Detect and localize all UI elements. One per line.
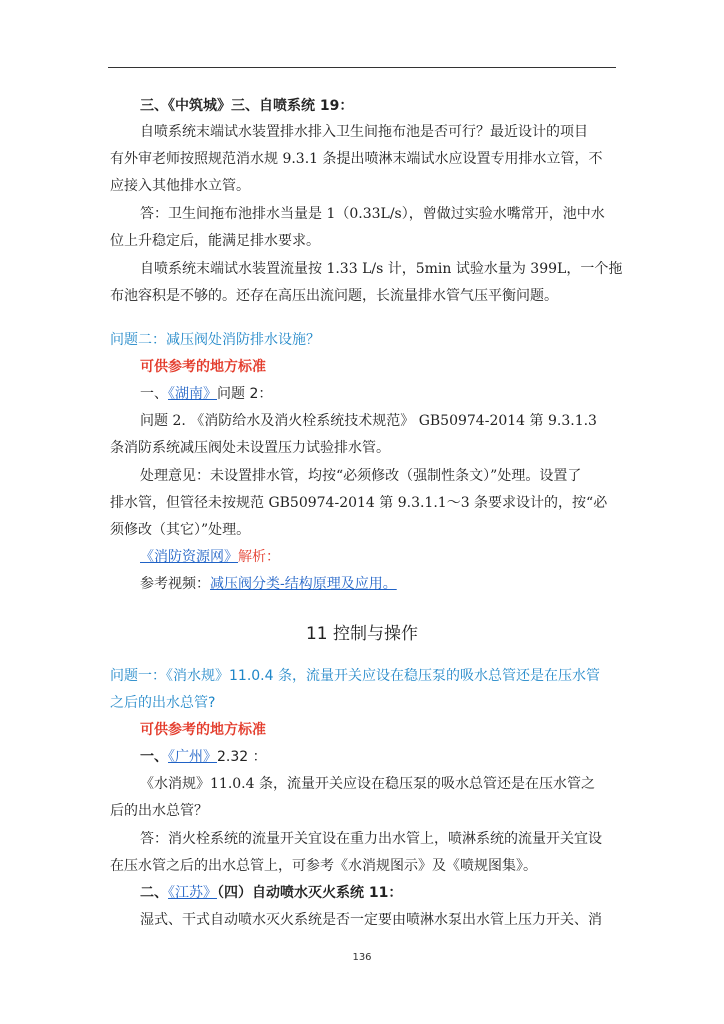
fzw-heading bbox=[140, 548, 650, 566]
guangzhou-heading bbox=[140, 748, 650, 766]
paragraph-line: 条消防系统减压阀处未设置压力试验排水管。 bbox=[110, 440, 390, 456]
paragraph-line: 问题 2. 《消防给水及消火栓系统技术规范》 GB50974-2014 第 9.3.1.3 bbox=[140, 413, 597, 429]
reference-standard-label: 可供参考的地方标准 bbox=[140, 722, 266, 738]
guangzhou-prefix: 一、 bbox=[140, 749, 168, 765]
answer-line: 答：卫生间拖布池排水当量是 1（0.33L/s），曾做过实验水嘴常开，池中水 bbox=[140, 206, 605, 222]
opinion-line: 排水管，但管径未按规范 GB50974-2014 第 9.3.1.1～3 条要求设计的，按“必 bbox=[110, 495, 608, 511]
hunan-prefix: 一、 bbox=[140, 386, 168, 402]
paragraph-line: 应接入其他排水立管。 bbox=[110, 178, 250, 194]
paragraph-line: 有外审老师按照规范消水规 9.3.1 条提出喷淋末端试水应设置专用排水立管，不 bbox=[110, 151, 603, 167]
fzw-suffix: 解析： bbox=[238, 549, 280, 565]
answer-line: 答：消火栓系统的流量开关宜设在重力出水管上，喷淋系统的流量开关宜设 bbox=[140, 831, 602, 847]
section-heading-zhongzhucheng: 三、《中筑城》三、自喷系统 19： bbox=[140, 98, 354, 114]
answer-line: 自喷系统末端试水装置流量按 1.33 L/s 计，5min 试验水量为 399L，一个拖 bbox=[140, 261, 623, 277]
answer-line: 布池容积是不够的。还存在高压出流问题，长流量排水管气压平衡问题。 bbox=[110, 288, 558, 304]
reference-standard-label: 可供参考的地方标准 bbox=[140, 359, 266, 375]
hunan-suffix: 问题 2： bbox=[217, 386, 273, 402]
opinion-line: 须修改（其它）”处理。 bbox=[110, 522, 251, 538]
question-heading: 问题二：减压阀处消防排水设施？ bbox=[110, 332, 320, 348]
question-heading: 问题一：《消水规》11.0.4 条，流量开关应设在稳压泵的吸水总管还是在压水管 bbox=[110, 668, 600, 684]
guangzhou-link[interactable]: 《广州》 bbox=[168, 749, 217, 765]
header-rule bbox=[108, 67, 616, 68]
video-prefix: 参考视频： bbox=[140, 576, 210, 592]
guangzhou-suffix: 2.32 ： bbox=[217, 749, 267, 765]
answer-line: 在压水管之后的出水总管上，可参考《水消规图示》及《喷规图集》。 bbox=[110, 858, 537, 874]
answer-line: 位上升稳定后，能满足排水要求。 bbox=[110, 233, 320, 249]
paragraph-line: 后的出水总管？ bbox=[110, 803, 208, 819]
video-reference bbox=[140, 575, 650, 593]
video-link[interactable]: 减压阀分类-结构原理及应用。 bbox=[210, 576, 397, 592]
hunan-heading bbox=[140, 385, 650, 403]
jiangsu-link[interactable]: 《江苏》 bbox=[168, 885, 217, 901]
page-number: 136 bbox=[352, 952, 372, 963]
paragraph-line: 湿式、干式自动喷水灭火系统是否一定要由喷淋水泵出水管上压力开关、消 bbox=[140, 912, 602, 928]
hunan-link[interactable]: 《湖南》 bbox=[168, 386, 217, 402]
paragraph-line: 自喷系统末端试水装置排水排入卫生间拖布池是否可行？最近设计的项目 bbox=[140, 124, 588, 140]
jiangsu-prefix: 二、 bbox=[140, 885, 168, 901]
opinion-line: 处理意见：未设置排水管，均按“必须修改（强制性条文）”处理。设置了 bbox=[140, 468, 582, 484]
question-heading: 之后的出水总管? bbox=[110, 695, 216, 711]
fzw-link[interactable]: 《消防资源网》 bbox=[140, 549, 238, 565]
chapter-title: 11 控制与操作 bbox=[305, 624, 419, 644]
paragraph-line: 《水消规》11.0.4 条，流量开关应设在稳压泵的吸水总管还是在压水管之 bbox=[140, 776, 595, 792]
jiangsu-suffix: （四）自动喷水灭火系统 11： bbox=[217, 885, 403, 901]
jiangsu-heading bbox=[140, 884, 650, 902]
